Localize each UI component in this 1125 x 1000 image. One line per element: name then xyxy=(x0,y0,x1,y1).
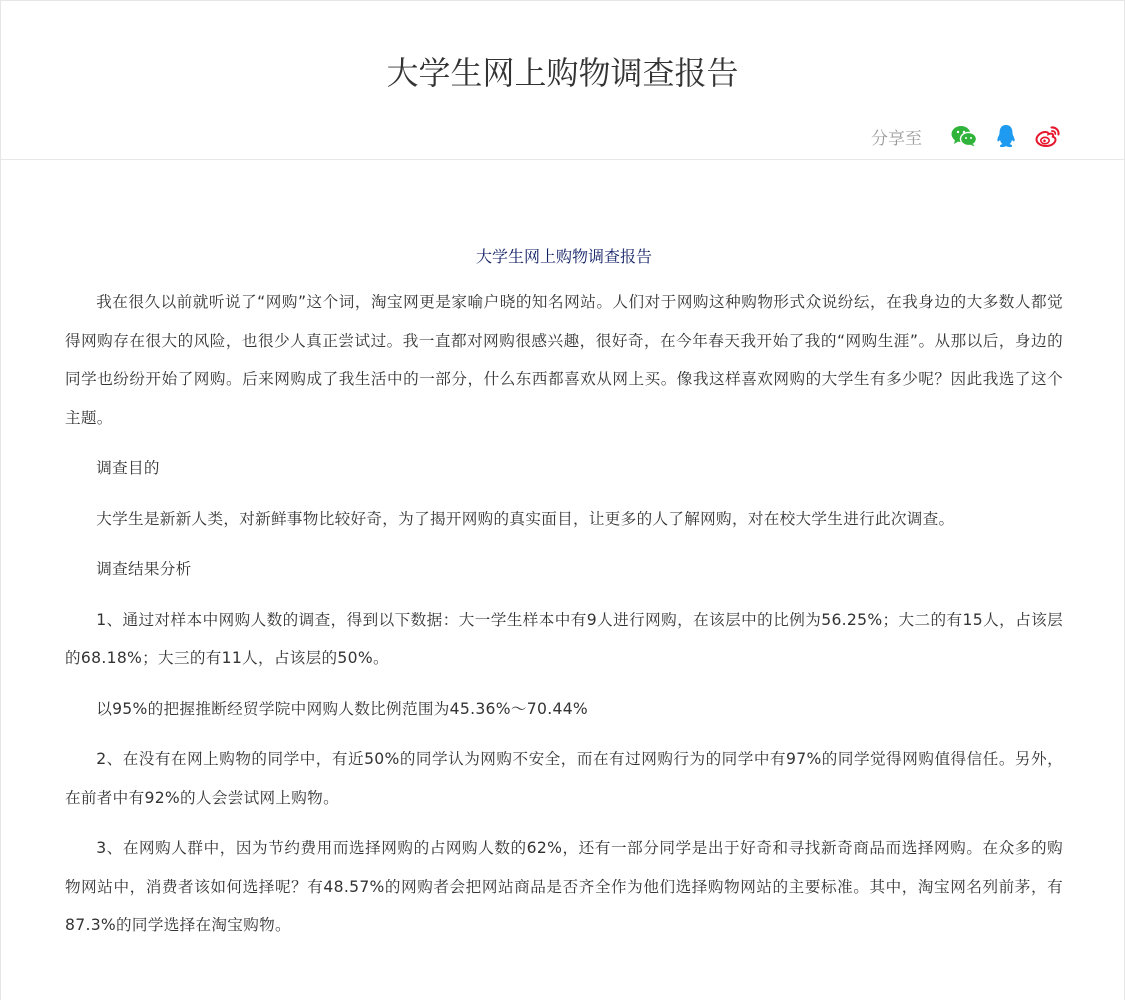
analysis-paragraph-1: 1、通过对样本中网购人数的调查，得到以下数据：大一学生样本中有9人进行网购，在该层中的比例为56.25%；大二的有15人，占该层的68.18%；大三的有11人，占该层的50%。 xyxy=(65,610,1063,667)
page-header xyxy=(1,1,1124,160)
qq-share-button[interactable] xyxy=(992,122,1020,150)
purpose-paragraph: 大学生是新新人类，对新鲜事物比较好奇，为了揭开网购的真实面目，让更多的人了解网购，对在校大学生进行此次调查。 xyxy=(96,509,955,528)
share-label: 分享至 xyxy=(871,128,922,149)
intro-paragraph: 我在很久以前就听说了“网购”这个词，淘宝网更是家喻户晓的知名网站。人们对于网购这种购物形式众说纷纭，在我身边的大多数人都觉得网购存在很大的风险，也很少人真正尝试过。我一直都对网购很感兴趣，很好奇，在今年春天我开始了我的“网购生涯”。从那以后，身边的同学也纷纷开始了网购。后来网购成了我生活中的一部分，什么东西都喜欢从网上买。像我这样喜欢网购的大学生有多少呢？因此我选了这个主题。 xyxy=(65,293,1063,427)
weibo-share-button[interactable] xyxy=(1034,122,1062,150)
weibo-icon xyxy=(1035,124,1061,148)
article-body xyxy=(65,231,1063,957)
wechat-icon xyxy=(951,125,977,147)
analysis-paragraph-inference: 以95%的把握推断经贸学院中网购人数比例范围为45.36%～70.44% xyxy=(96,699,589,718)
share-bar xyxy=(871,119,1062,153)
analysis-paragraph-3: 3、在网购人群中，因为节约费用而选择网购的占网购人数的62%，还有一部分同学是出于好奇和寻找新奇商品而选择网购。在众多的购物网站中，消费者该如何选择呢？有48.57%的网购者会把网站商品是否齐全作为他们选择购物网站的主要标准。其中，淘宝网名列前茅，有87.3%的同学选择在淘宝购物。 xyxy=(65,839,1063,934)
section-heading-analysis: 调查结果分析 xyxy=(96,560,192,578)
page-title: 大学生网上购物调查报告 xyxy=(386,54,739,92)
qq-icon xyxy=(995,124,1017,148)
analysis-paragraph-2: 2、在没有在网上购物的同学中，有近50%的同学认为网购不安全，而在有过网购行为的同学中有97%的同学觉得网购值得信任。另外，在前者中有92%的人会尝试网上购物。 xyxy=(65,750,1063,807)
section-heading-purpose: 调查目的 xyxy=(96,459,160,477)
article-title: 大学生网上购物调查报告 xyxy=(475,247,652,266)
wechat-share-button[interactable] xyxy=(950,122,978,150)
